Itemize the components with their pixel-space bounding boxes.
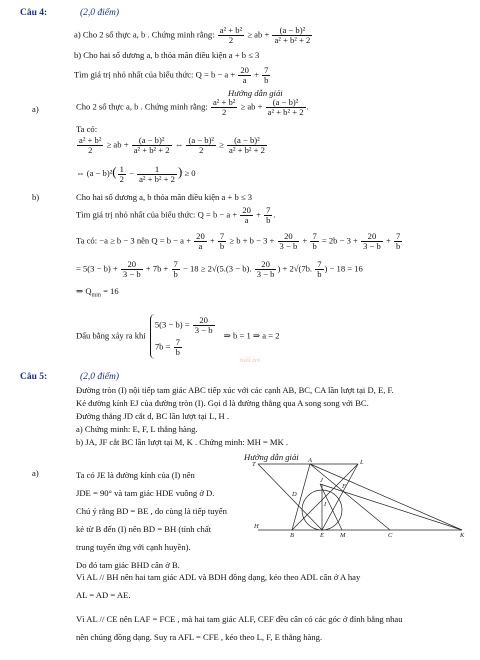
q4-part-a: a) Cho 2 số thực a, b . Chứng minh rằng: $\frac{\text{a² + b²}}{2}$ ≥ ab + $\frac{\text{(a − b)²}}{\text{a² + b² + 2}}$	[74, 25, 311, 45]
label-T: T	[252, 461, 256, 468]
q5-para-1a: Vì AL // BH nên hai tam giác ADL và BDH đồng dạng, kéo theo ADL cân ở A hay	[76, 572, 361, 582]
q5-label: Câu 5:	[20, 372, 48, 382]
q4-sol-a-label: a)	[32, 104, 39, 114]
label-J: J	[320, 477, 323, 484]
label-D: D	[292, 491, 297, 498]
label-B: B	[290, 532, 294, 538]
q4-sol-b-min: Tìm giá trị nhỏ nhất của biểu thức: Q = b − a + $\frac{20}{a}$ + $\frac{7}{b}$ .	[76, 205, 276, 225]
label-K: K	[460, 532, 465, 538]
label-E: E	[320, 532, 324, 538]
q4-b-text: b) Cho hai số dương a, b thỏa mãn điều kiện a + b ≤ 3	[74, 50, 260, 60]
q4-guide-title: Hướng dẫn giải	[228, 88, 283, 98]
q5-problem: Đường tròn (I) nội tiếp tam giác ABC tiếp xúc với các cạnh AB, BC, CA lần lượt tại D, E, F. Kẻ đường kính EJ của đường tròn (I). Gọi d là đường thẳng qua A song song với BC. Đường thẳng JD cắt d, BC lần lượt tại L, H . a) Chứng minh: E, F, L thẳng hàng. b) JA, JF cắt BC lần lượt tại M, K . Chứng minh: MH = MK .	[76, 385, 394, 447]
label-F: F	[342, 483, 346, 490]
q4-derivation-1: $\frac{\text{a² + b²}}{2}$ ≥ ab + $\frac{\text{(a − b)²}}{\text{a² + b² + 2}}$ ⇔ $\frac{\text{(a − b)²}}{2}$ ≥ $\frac{\text{(a − b)²}}{\text{a² + b² + 2}}$	[79, 135, 265, 155]
q4-sol-b-label: b)	[32, 192, 40, 202]
geometry-figure	[250, 458, 470, 538]
q4-derivation-2: ⇔ (a − b)²( $\frac{1}{2}$ − $\frac{1}{\text{a² + b² + 2}}$ ) ≥ 0	[76, 163, 196, 184]
q4-sol-a-statement: Cho 2 số thực a, b . Chứng minh rằng: $\frac{\text{a² + b²}}{2}$ ≥ ab + $\frac{\text{(a − b)²}}{\text{a² + b² + 2}}$ .	[76, 97, 309, 117]
q4-points: (2,0 điểm)	[80, 8, 120, 18]
q4-line-5: = 5(3 − b) + $\frac{20}{3 - b}$ + 7b + $\frac{7}{b}$ − 18 ≥ 2√(5.(3 − b). $\frac{20}{3 - b}$ ) + 2√(7b. $\frac{7}{b}$ ) − 18 = 16	[76, 259, 363, 279]
q4-ta-co: Ta có:	[76, 124, 98, 134]
q4-min-expr: Tìm giá trị nhỏ nhất của biểu thức: Q = b − a + $\frac{20}{a}$ + $\frac{7}{b}$	[74, 65, 269, 85]
q5-sol-a-text: Ta có JE là đường kính của (I) nên JDE = 90° và tam giác HDE vuông ở D. Chú ý rằng BD = BE , do cùng là tiếp tuyến kẻ từ B đến (I) nên BD = BH (tính chất trung tuyến ứng với cạnh huyền). Do đó tam giác BHD cân ở B.	[76, 470, 227, 570]
label-I: I	[324, 501, 327, 508]
q5-para-2a: Vì AL // CE nên LAF = FCE , mà hai tam giác ALF, CEF đều cân có các góc ở đỉnh bằng nhau	[76, 614, 403, 624]
q5-guide-title: Hướng dẫn giải	[244, 452, 299, 462]
q4-ta-co-2: Ta có: −a ≥ b − 3 nên Q = b − a + $\frac{20}{a}$ + $\frac{7}{b}$ ≥ b + b − 3 + $\frac{20}{3 - b}$ + $\frac{7}{b}$ = 2b − 3 + $\frac{20}{3 - b}$ + $\frac{7}{b}$	[76, 231, 401, 251]
q5-para-2b: nên chúng đồng dạng. Suy ra AFL = CFE , kéo theo L, F, E thẳng hàng.	[76, 632, 323, 642]
label-A: A	[308, 458, 312, 464]
label-L: L	[360, 459, 364, 466]
q4-label: Câu 4:	[20, 8, 48, 18]
q4-a-text: a) Cho 2 số thực a, b . Chứng minh rằng:	[74, 29, 215, 40]
q5-points: (2,0 điểm)	[80, 372, 120, 382]
label-C: C	[388, 532, 393, 538]
q4-equality: Dấu bằng xảy ra khi 5(3 − b) = $\frac{20}{3 - b}$ 7b = $\frac{7}{b}$ ⇒ b = 1 ⇒ a = 2	[76, 315, 280, 357]
q5-para-1b: AL = AD = AE.	[76, 590, 131, 600]
label-H: H	[254, 523, 259, 530]
label-M: M	[340, 532, 346, 538]
watermark-text: tuổi trẻ	[239, 357, 261, 364]
q4-qmin: ⇒ $Q_{min} = 16$	[76, 286, 119, 299]
q4-sol-b-text: Cho hai số dương a, b thỏa mãn điều kiện a + b ≤ 3	[76, 192, 253, 202]
q5-sol-a-label: a)	[32, 468, 39, 478]
formula: $\frac{\text{a² + b²}}{2}$	[219, 25, 243, 45]
